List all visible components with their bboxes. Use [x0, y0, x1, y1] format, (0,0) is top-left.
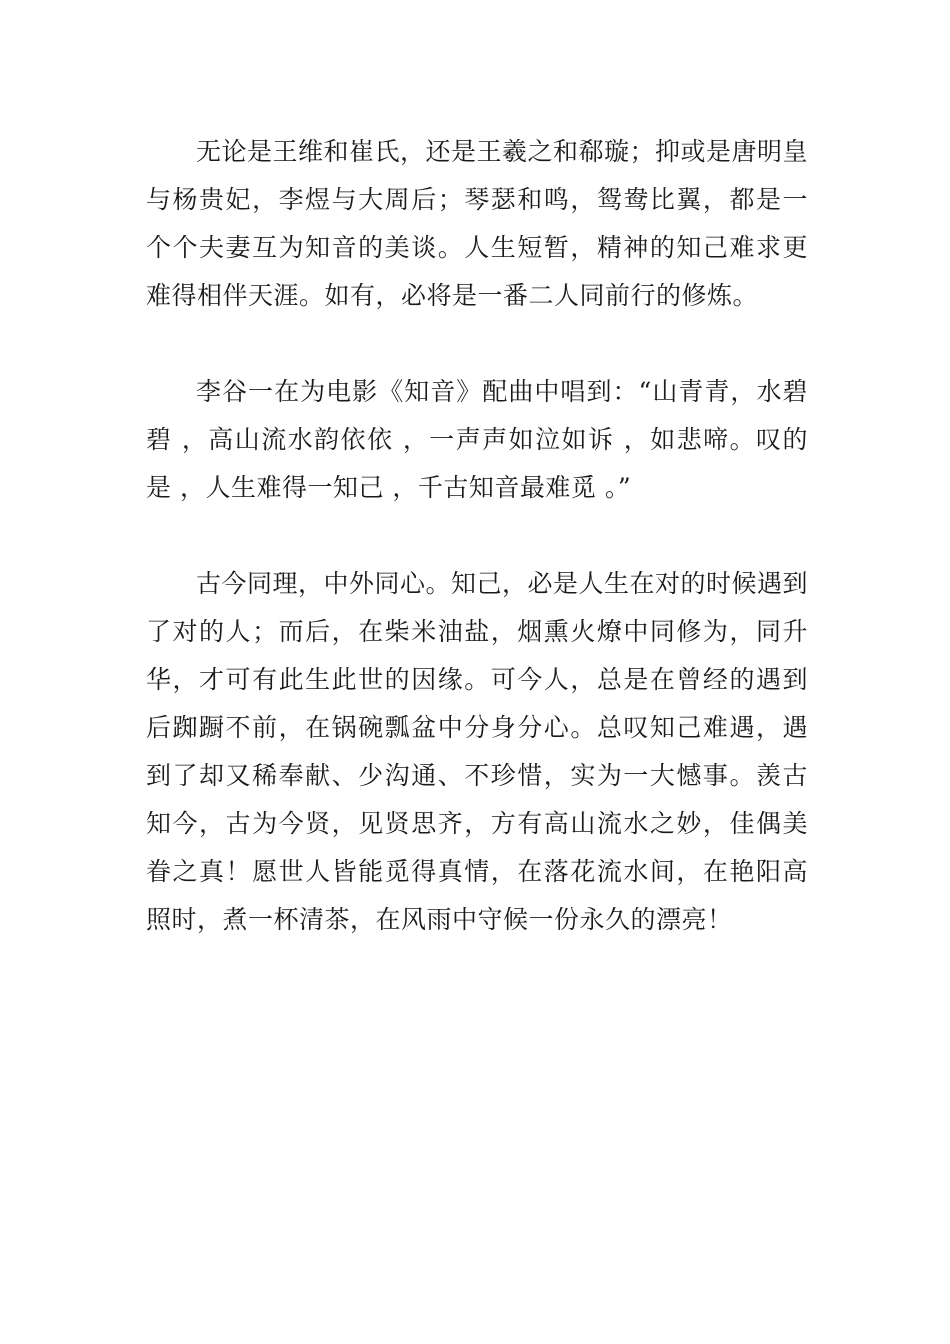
paragraph-2: 李谷一在为电影《知音》配曲中唱到：“山青青，水碧碧 ，高山流水韵依依 ，一声声如泣如诉 ，如悲啼。叹的是 ，人生难得一知己 ，千古知音最难觅 。” [146, 377, 808, 502]
paragraph-1: 无论是王维和崔氏，还是王羲之和郗璇；抑或是唐明皇与杨贵妃，李煜与大周后；琴瑟和鸣，鸳鸯比翼，都是一个个夫妻互为知音的美谈。人生短暂，精神的知己难求更难得相伴天涯。如有，必将是一番二人同前行的修炼。 [146, 137, 809, 310]
document-body [146, 128, 808, 944]
paragraph-3: 古今同理，中外同心。知己，必是人生在对的时候遇到了对的人；而后，在柴米油盐，烟熏火燎中同修为，同升华，才可有此生此世的因缘。可今人，总是在曾经的遇到后踟蹰不前，在锅碗瓢盆中分身分心。总叹知己难遇，遇到了却又稀奉献、少沟通、不珍惜，实为一大憾事。羡古知今，古为今贤，见贤思齐，方有高山流水之妙，佳偶美眷之真！愿世人皆能觅得真情，在落花流水间，在艳阳高照时，煮一杯清茶，在风雨中守候一份永久的漂亮！ [146, 569, 809, 934]
